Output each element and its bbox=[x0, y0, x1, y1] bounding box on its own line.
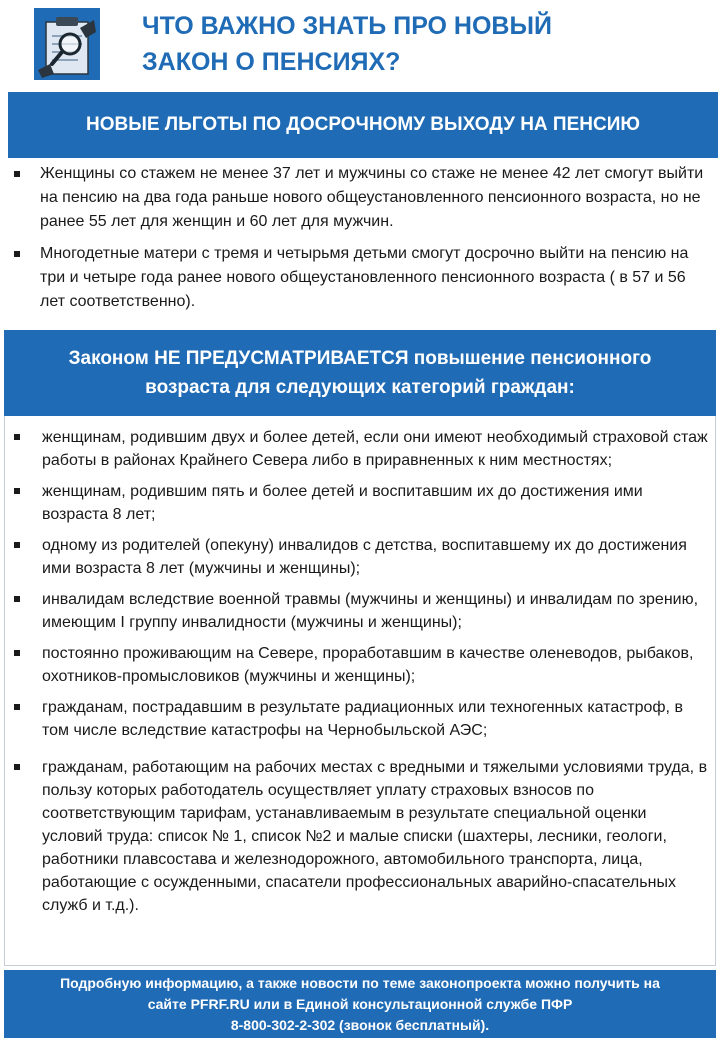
list-item bbox=[10, 480, 710, 526]
footer-line: 8-800-302-2-302 (звонок бесплатный). bbox=[230, 1016, 490, 1033]
section1-heading: НОВЫЕ ЛЬГОТЫ ПО ДОСРОЧНОМУ ВЫХОДУ НА ПЕНСИЮ bbox=[8, 92, 718, 158]
list-item bbox=[10, 756, 710, 917]
list-item-text: одному из родителей (опекуну) инвалидов с детства, воспитавшему их до достижения ими возраста 8 лет (мужчины и женщины); bbox=[42, 537, 687, 577]
list-item bbox=[10, 426, 710, 472]
section1-list bbox=[8, 162, 712, 322]
list-item bbox=[10, 642, 710, 688]
bullet-icon bbox=[14, 764, 20, 770]
list-item bbox=[8, 162, 712, 234]
title-line: ЗАКОН О ПЕНСИЯХ? bbox=[142, 48, 401, 76]
bullet-icon bbox=[14, 650, 20, 656]
bullet-icon bbox=[14, 704, 20, 710]
bullet-icon bbox=[14, 542, 20, 548]
list-item-text: женщинам, родившим двух и более детей, если они имеют необходимый страховой стаж работы в районах Крайнего Севера либо в приравненных к ним местностях; bbox=[42, 429, 708, 469]
clipboard-magnifier-icon bbox=[34, 8, 100, 80]
list-item-text: Женщины со стажем не менее 37 лет и мужчины со стаже не менее 42 лет смогут выйти на пенсию на два года раньше нового общеустановленного пенсионного возраста, но не ранее 55 лет для женщин и 60 лет для мужчин. bbox=[40, 165, 704, 230]
footer-contact bbox=[4, 970, 716, 1038]
bullet-icon bbox=[14, 251, 20, 257]
list-item bbox=[10, 696, 710, 742]
list-item bbox=[8, 242, 712, 314]
page-title bbox=[142, 8, 702, 80]
section2-heading-line: Законом НЕ ПРЕДУСМАТРИВАЕТСЯ повышение пенсионного bbox=[68, 348, 652, 369]
list-item-text: гражданам, работающим на рабочих местах с вредными и тяжелыми условиями труда, в пользу которых работодатель осуществляет уплату страховых взносов по соответствующим тарифам, устанавливаемым в результате специальной оценки условий труда: список № 1, список №2 и малые списки (шахтеры, лесники, геологи, работники плавсостава и железнодорожного, автомобильного транспорта, лица, работающие с осужденными, спасатели профессиональных аварийно-спасательных служб и т.д.). bbox=[42, 759, 708, 914]
title-line: ЧТО ВАЖНО ЗНАТЬ ПРО НОВЫЙ bbox=[142, 12, 552, 40]
bullet-icon bbox=[14, 171, 20, 177]
footer-line: Подробную информацию, а также новости по теме законопроекта можно получить на bbox=[60, 974, 660, 991]
list-item bbox=[10, 534, 710, 580]
list-item-text: гражданам, пострадавшим в результате радиационных или техногенных катастроф, в том числе вследствие катастрофы на Чернобыльской АЭС; bbox=[42, 699, 683, 739]
page-header bbox=[0, 0, 720, 92]
list-item-text: женщинам, родившим пять и более детей и воспитавшим их до достижения ими возраста 8 лет; bbox=[42, 483, 643, 523]
list-item-text: Многодетные матери с тремя и четырьмя детьми смогут досрочно выйти на пенсию на три и четыре года ранее нового общеустановленного пенсионного возраста ( в 57 и 56 лет соответственно). bbox=[40, 245, 689, 310]
list-item-text: инвалидам вследствие военной травмы (мужчины и женщины) и инвалидам по зрению, имеющим I группу инвалидности (мужчины и женщины); bbox=[42, 591, 699, 631]
bullet-icon bbox=[14, 488, 20, 494]
section2-heading bbox=[4, 330, 716, 416]
section2-list bbox=[10, 426, 710, 925]
bullet-icon bbox=[14, 434, 20, 440]
section2-heading-line: возраста для следующих категорий граждан: bbox=[145, 377, 575, 398]
list-item-text: постоянно проживающим на Севере, проработавшим в качестве оленеводов, рыбаков, охотников-промысловиков (мужчины и женщины); bbox=[42, 645, 694, 685]
bullet-icon bbox=[14, 596, 20, 602]
list-item bbox=[10, 588, 710, 634]
footer-line: сайте PFRF.RU или в Единой консультационной службе ПФР bbox=[147, 995, 573, 1012]
